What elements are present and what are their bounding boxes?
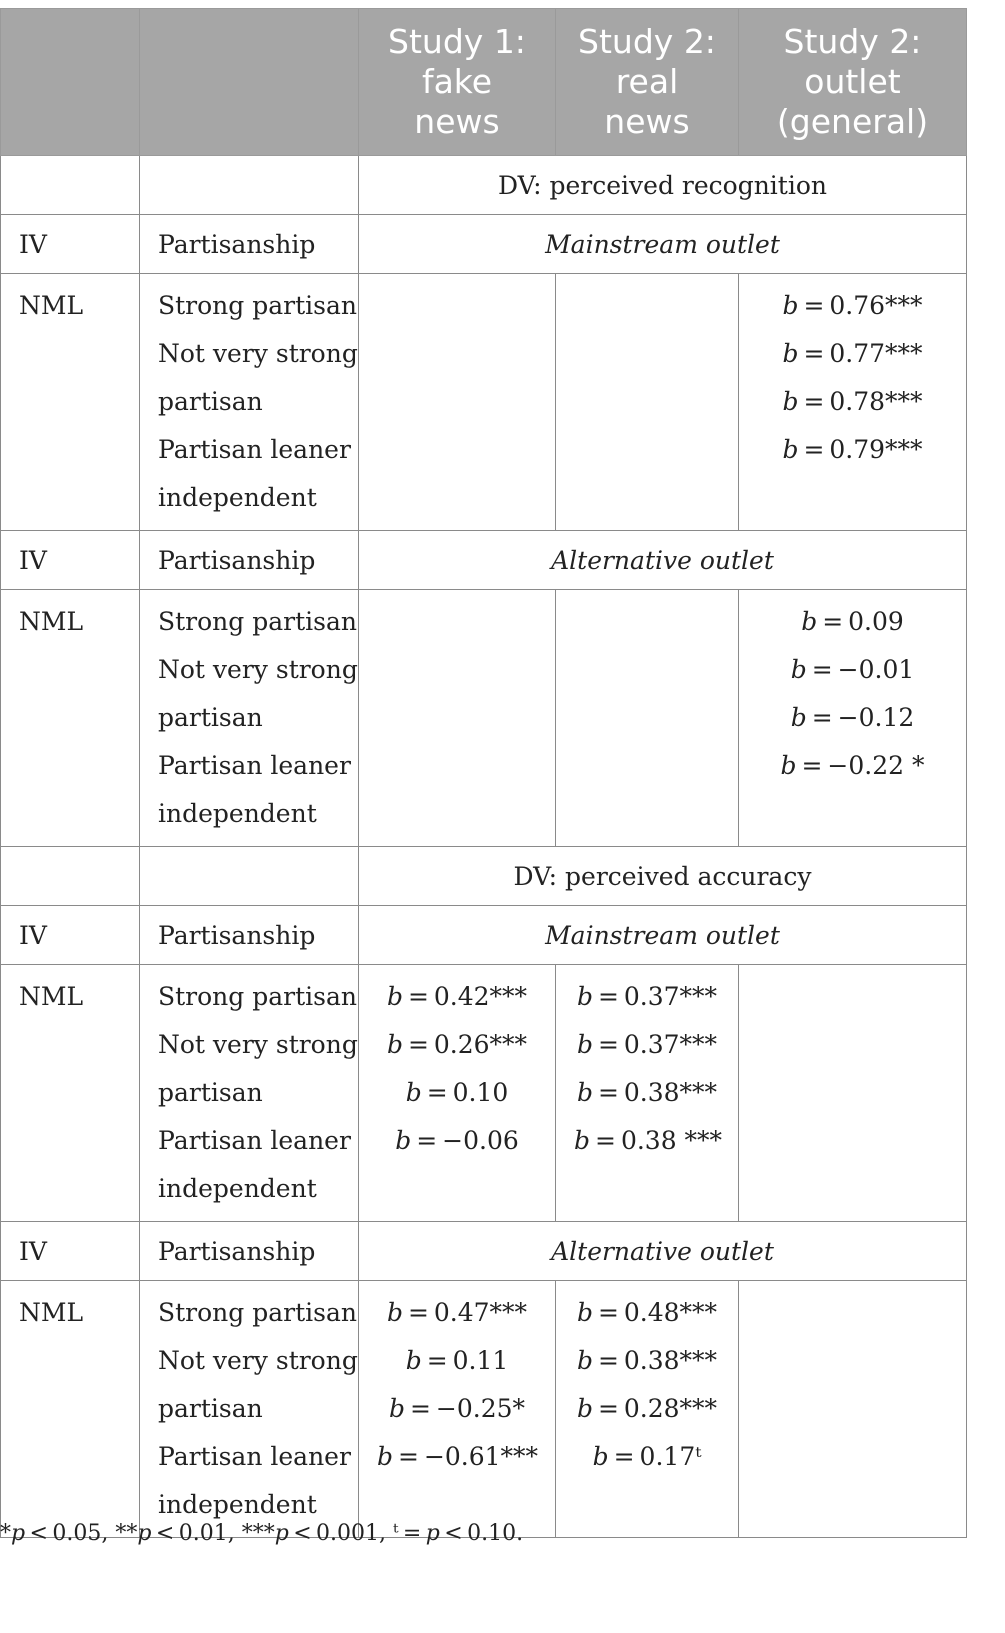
empty-cell [140,156,359,215]
coefficient: b = −0.01 [790,655,915,684]
coefficient: b = 0.47*** [386,1298,528,1327]
levels-cell [140,1281,359,1538]
coefficient: b = 0.38*** [576,1346,718,1375]
coefficient [574,598,720,646]
coefficient [757,1021,948,1069]
level-text: partisan [158,1394,263,1423]
coefficient: b = 0.09 [801,607,904,636]
coefficient-block [1,590,967,847]
coefficient: b = 0.38 *** [574,1126,723,1155]
coefficient [377,742,537,790]
partisanship-label: Partisanship [140,531,359,590]
coefficient [574,646,720,694]
coefficient [574,426,720,474]
level-text: partisan [158,703,263,732]
header-line: Study 1: [388,22,526,61]
study2-outlet-values [739,274,967,531]
nml-cell [1,590,140,847]
nml-label: NML [19,1298,84,1327]
empty-cell [1,847,140,906]
level-text: Partisan leaner [158,1126,351,1155]
level-text: Not very strong [158,1346,358,1375]
coefficient [757,1337,948,1385]
empty-cell [140,847,359,906]
coefficient: b = 0.42*** [386,982,528,1011]
study2-real-values [556,590,739,847]
iv-label: IV [1,215,140,274]
header-study1-fake-news [359,9,556,156]
study1-values [359,590,556,847]
header-empty-2 [140,9,359,156]
coefficient [574,694,720,742]
coefficient [377,426,537,474]
nml-cell [1,274,140,531]
coefficient: b = 0.77*** [782,339,923,368]
coefficient [377,282,537,330]
coefficient [757,1069,948,1117]
level-text: independent [158,483,317,512]
levels-cell [140,590,359,847]
header-line: Study 2: [578,22,716,61]
coefficient-block [1,965,967,1222]
coefficient [377,694,537,742]
header-line: news [414,102,500,141]
iv-row [1,531,967,590]
study2-outlet-values [739,1281,967,1538]
coefficient [757,1117,948,1165]
partisanship-label: Partisanship [140,215,359,274]
nml-cell [1,1281,140,1538]
results-table [0,8,967,1538]
nml-label: NML [19,607,84,636]
coefficient: b = 0.78*** [782,387,923,416]
outlet-label: Mainstream outlet [359,215,967,274]
coefficient [574,330,720,378]
coefficient: b = 0.26*** [386,1030,528,1059]
level-text: Partisan leaner [158,1442,351,1471]
outlet-label: Mainstream outlet [359,906,967,965]
coefficient: b = −0.22 * [780,751,925,780]
header-line: outlet [804,62,901,101]
iv-label: IV [1,906,140,965]
coefficient [574,282,720,330]
level-text: Partisan leaner [158,751,351,780]
coefficient: b = −0.06 [395,1126,519,1155]
coefficient: b = 0.37*** [576,1030,718,1059]
study2-real-values [556,1281,739,1538]
nml-label: NML [19,982,84,1011]
header-empty-1 [1,9,140,156]
dv-row [1,156,967,215]
coefficient [574,742,720,790]
partisanship-label: Partisanship [140,906,359,965]
study1-values [359,274,556,531]
empty-cell [1,156,140,215]
outlet-label: Alternative outlet [359,531,967,590]
coefficient [757,1385,948,1433]
partisanship-label: Partisanship [140,1222,359,1281]
levels-cell [140,274,359,531]
level-text: independent [158,799,317,828]
dv-label: DV: perceived accuracy [359,847,967,906]
study2-real-values [556,274,739,531]
coefficient: b = −0.61*** [377,1442,539,1471]
table-header-row [1,9,967,156]
header-line: real [615,62,679,101]
coefficient: b = −0.25* [388,1394,526,1423]
coefficient: b = 0.28*** [576,1394,718,1423]
header-line: fake [421,62,493,101]
coefficient [377,646,537,694]
iv-row [1,906,967,965]
level-text: independent [158,1174,317,1203]
coefficient: b = 0.38*** [576,1078,718,1107]
results-table-wrapper [0,8,966,1538]
study1-values [359,965,556,1222]
coefficient: b = 0.76*** [782,291,923,320]
coefficient: b = 0.37*** [576,982,718,1011]
level-text: Strong partisan [158,982,357,1011]
header-study2-real-news [556,9,739,156]
coefficient: b = −0.12 [790,703,915,732]
level-text: independent [158,1490,317,1519]
coefficient: b = 0.79*** [782,435,923,464]
coefficient-block [1,1281,967,1538]
level-text: Strong partisan [158,607,357,636]
coefficient [574,378,720,426]
iv-label: IV [1,1222,140,1281]
coefficient [757,1433,948,1481]
coefficient-block [1,274,967,531]
levels-cell [140,965,359,1222]
level-text: Strong partisan [158,1298,357,1327]
study2-outlet-values [739,965,967,1222]
dv-row [1,847,967,906]
level-text: Partisan leaner [158,435,351,464]
header-line: (general) [776,102,929,141]
dv-label: DV: perceived recognition [359,156,967,215]
coefficient: b = 0.17ᵗ [592,1442,702,1471]
coefficient: b = 0.48*** [576,1298,718,1327]
coefficient: b = 0.10 [405,1078,509,1107]
study2-outlet-values [739,590,967,847]
header-line: news [604,102,690,141]
coefficient [377,598,537,646]
iv-row [1,215,967,274]
level-text: Not very strong [158,339,358,368]
header-line: Study 2: [783,22,922,61]
coefficient: b = 0.11 [405,1346,509,1375]
level-text: partisan [158,387,263,416]
table-body [1,156,967,1538]
level-text: Strong partisan [158,291,357,320]
table-footnote: *p < 0.05, **p < 0.01, ***p < 0.001, ᵗ = p < 0.10. [0,1521,524,1546]
iv-row [1,1222,967,1281]
study1-values [359,1281,556,1538]
study2-real-values [556,965,739,1222]
level-text: Not very strong [158,1030,358,1059]
nml-label: NML [19,291,84,320]
level-text: Not very strong [158,655,358,684]
coefficient [377,378,537,426]
coefficient [757,1289,948,1337]
outlet-label: Alternative outlet [359,1222,967,1281]
header-study2-outlet-general [739,9,967,156]
iv-label: IV [1,531,140,590]
coefficient [377,330,537,378]
level-text: partisan [158,1078,263,1107]
nml-cell [1,965,140,1222]
coefficient [757,973,948,1021]
